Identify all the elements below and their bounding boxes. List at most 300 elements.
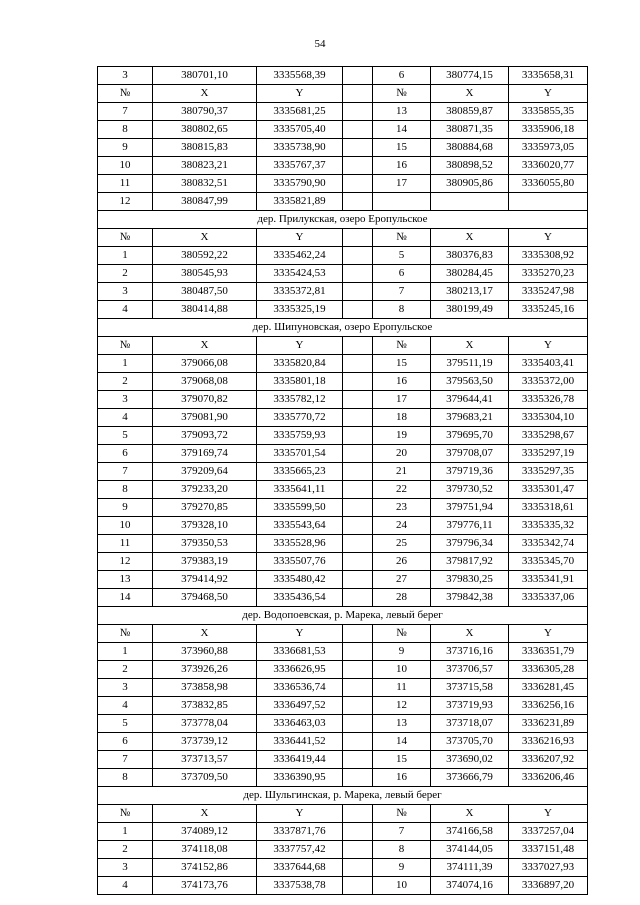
x-coordinate: 379068,08: [153, 373, 257, 391]
y-coordinate: 3335403,41: [509, 355, 588, 373]
header-x: X: [431, 337, 509, 355]
x-coordinate: 380815,83: [153, 139, 257, 157]
separator-cell: [343, 265, 373, 283]
x-coordinate: 373705,70: [431, 733, 509, 751]
separator-cell: [343, 877, 373, 895]
header-y: Y: [509, 805, 588, 823]
y-coordinate: 3335304,10: [509, 409, 588, 427]
y-coordinate: 3336231,89: [509, 715, 588, 733]
y-coordinate: 3336897,20: [509, 877, 588, 895]
point-number: 7: [373, 823, 431, 841]
x-coordinate: 374152,86: [153, 859, 257, 877]
y-coordinate: 3335326,78: [509, 391, 588, 409]
point-number: 9: [98, 139, 153, 157]
y-coordinate: 3337027,93: [509, 859, 588, 877]
x-coordinate: 379093,72: [153, 427, 257, 445]
y-coordinate: 3335308,92: [509, 247, 588, 265]
y-coordinate: 3335738,90: [257, 139, 343, 157]
table-row: [98, 157, 588, 175]
y-coordinate: 3336463,03: [257, 715, 343, 733]
x-coordinate: 380284,45: [431, 265, 509, 283]
point-number: 7: [98, 751, 153, 769]
x-coordinate: 380774,15: [431, 67, 509, 85]
separator-cell: [343, 769, 373, 787]
y-coordinate: 3336536,74: [257, 679, 343, 697]
table-row: [98, 463, 588, 481]
separator-cell: [343, 715, 373, 733]
x-coordinate: 379644,41: [431, 391, 509, 409]
y-coordinate: 3335767,37: [257, 157, 343, 175]
section-title: дер. Водопоевская, р. Марека, левый берег: [98, 607, 588, 625]
point-number: 8: [98, 769, 153, 787]
header-y: Y: [257, 625, 343, 643]
x-coordinate: 379830,25: [431, 571, 509, 589]
separator-cell: [343, 193, 373, 211]
header-x: X: [153, 85, 257, 103]
point-number: 7: [98, 463, 153, 481]
table-row: [98, 247, 588, 265]
header-number: №: [373, 805, 431, 823]
point-number: 8: [373, 301, 431, 319]
point-number: 6: [98, 445, 153, 463]
point-number: 15: [373, 751, 431, 769]
table-row: [98, 373, 588, 391]
x-coordinate: 380213,17: [431, 283, 509, 301]
y-coordinate: 3336207,92: [509, 751, 588, 769]
x-coordinate: 373706,57: [431, 661, 509, 679]
x-coordinate: 379563,50: [431, 373, 509, 391]
x-coordinate: 373832,85: [153, 697, 257, 715]
table-row: [98, 193, 588, 211]
section-title-row: [98, 607, 588, 625]
separator-cell: [343, 517, 373, 535]
table-row: [98, 823, 588, 841]
table-row: [98, 175, 588, 193]
header-y: Y: [509, 337, 588, 355]
y-coordinate: 3336206,46: [509, 769, 588, 787]
y-coordinate: 3335337,06: [509, 589, 588, 607]
y-coordinate: 3335297,35: [509, 463, 588, 481]
table-row: [98, 535, 588, 553]
separator-cell: [343, 481, 373, 499]
table-row: [98, 553, 588, 571]
header-row: [98, 805, 588, 823]
point-number: 13: [98, 571, 153, 589]
x-coordinate: 379383,19: [153, 553, 257, 571]
table-row: [98, 841, 588, 859]
separator-cell: [343, 247, 373, 265]
y-coordinate: 3336020,77: [509, 157, 588, 175]
separator-cell: [343, 373, 373, 391]
point-number: 28: [373, 589, 431, 607]
point-number: [373, 193, 431, 211]
table-row: [98, 679, 588, 697]
x-coordinate: 380905,86: [431, 175, 509, 193]
y-coordinate: 3335543,64: [257, 517, 343, 535]
separator-cell: [343, 139, 373, 157]
x-coordinate: 373719,93: [431, 697, 509, 715]
point-number: 16: [373, 769, 431, 787]
y-coordinate: 3335528,96: [257, 535, 343, 553]
point-number: 16: [373, 157, 431, 175]
point-number: 9: [98, 499, 153, 517]
separator-cell: [343, 751, 373, 769]
header-number: №: [98, 337, 153, 355]
separator-cell: [343, 229, 373, 247]
point-number: 1: [98, 247, 153, 265]
header-y: Y: [509, 85, 588, 103]
point-number: 9: [373, 859, 431, 877]
x-coordinate: 373718,07: [431, 715, 509, 733]
x-coordinate: 374166,58: [431, 823, 509, 841]
y-coordinate: 3336419,44: [257, 751, 343, 769]
header-number: №: [373, 229, 431, 247]
separator-cell: [343, 337, 373, 355]
x-coordinate: 379730,52: [431, 481, 509, 499]
separator-cell: [343, 463, 373, 481]
point-number: 20: [373, 445, 431, 463]
section-title: дер. Прилукская, озеро Еропульское: [98, 211, 588, 229]
x-coordinate: 379796,34: [431, 535, 509, 553]
point-number: 6: [98, 733, 153, 751]
y-coordinate: 3335507,76: [257, 553, 343, 571]
point-number: 6: [373, 67, 431, 85]
x-coordinate: 379414,92: [153, 571, 257, 589]
header-number: №: [373, 625, 431, 643]
header-y: Y: [257, 85, 343, 103]
table-row: [98, 481, 588, 499]
y-coordinate: 3335325,19: [257, 301, 343, 319]
table-row: [98, 769, 588, 787]
table-row: [98, 121, 588, 139]
table-row: [98, 391, 588, 409]
header-y: Y: [509, 625, 588, 643]
y-coordinate: 3337151,48: [509, 841, 588, 859]
x-coordinate: 380487,50: [153, 283, 257, 301]
separator-cell: [343, 643, 373, 661]
point-number: 5: [98, 427, 153, 445]
y-coordinate: 3336305,28: [509, 661, 588, 679]
x-coordinate: 380414,88: [153, 301, 257, 319]
separator-cell: [343, 859, 373, 877]
header-x: X: [153, 229, 257, 247]
y-coordinate: 3335318,61: [509, 499, 588, 517]
x-coordinate: 374111,39: [431, 859, 509, 877]
separator-cell: [343, 535, 373, 553]
point-number: 17: [373, 175, 431, 193]
y-coordinate: 3337871,76: [257, 823, 343, 841]
y-coordinate: 3335701,54: [257, 445, 343, 463]
point-number: 27: [373, 571, 431, 589]
x-coordinate: 380871,35: [431, 121, 509, 139]
point-number: 1: [98, 823, 153, 841]
x-coordinate: 373709,50: [153, 769, 257, 787]
x-coordinate: 379776,11: [431, 517, 509, 535]
point-number: 25: [373, 535, 431, 553]
header-x: X: [153, 625, 257, 643]
section-title: дер. Шульгинская, р. Марека, левый берег: [98, 787, 588, 805]
separator-cell: [343, 841, 373, 859]
x-coordinate: 379708,07: [431, 445, 509, 463]
y-coordinate: 3335820,84: [257, 355, 343, 373]
y-coordinate: 3335345,70: [509, 553, 588, 571]
point-number: 11: [373, 679, 431, 697]
coordinates-table: [97, 66, 588, 895]
table-row: [98, 103, 588, 121]
point-number: 5: [373, 247, 431, 265]
point-number: 13: [373, 103, 431, 121]
point-number: 5: [98, 715, 153, 733]
header-number: №: [98, 805, 153, 823]
separator-cell: [343, 589, 373, 607]
table-row: [98, 355, 588, 373]
y-coordinate: 3336281,45: [509, 679, 588, 697]
x-coordinate: 373713,57: [153, 751, 257, 769]
point-number: 7: [373, 283, 431, 301]
y-coordinate: 3335821,89: [257, 193, 343, 211]
point-number: 4: [98, 697, 153, 715]
header-x: X: [431, 625, 509, 643]
header-number: №: [98, 625, 153, 643]
table-row: [98, 301, 588, 319]
point-number: 17: [373, 391, 431, 409]
x-coordinate: 380802,65: [153, 121, 257, 139]
y-coordinate: 3335372,81: [257, 283, 343, 301]
point-number: 2: [98, 661, 153, 679]
separator-cell: [343, 427, 373, 445]
header-y: Y: [509, 229, 588, 247]
y-coordinate: 3335297,19: [509, 445, 588, 463]
point-number: 7: [98, 103, 153, 121]
x-coordinate: 380701,10: [153, 67, 257, 85]
x-coordinate: 380898,52: [431, 157, 509, 175]
point-number: 11: [98, 535, 153, 553]
y-coordinate: 3337757,42: [257, 841, 343, 859]
x-coordinate: 379328,10: [153, 517, 257, 535]
point-number: 15: [373, 139, 431, 157]
point-number: 14: [373, 733, 431, 751]
x-coordinate: 379233,20: [153, 481, 257, 499]
separator-cell: [343, 733, 373, 751]
y-coordinate: 3335298,67: [509, 427, 588, 445]
y-coordinate: 3337257,04: [509, 823, 588, 841]
y-coordinate: 3336626,95: [257, 661, 343, 679]
x-coordinate: 373715,58: [431, 679, 509, 697]
header-row: [98, 625, 588, 643]
separator-cell: [343, 355, 373, 373]
section-title-row: [98, 211, 588, 229]
point-number: 8: [98, 121, 153, 139]
point-number: 24: [373, 517, 431, 535]
y-coordinate: 3335973,05: [509, 139, 588, 157]
point-number: 1: [98, 355, 153, 373]
y-coordinate: 3335782,12: [257, 391, 343, 409]
header-y: Y: [257, 229, 343, 247]
y-coordinate: 3335759,93: [257, 427, 343, 445]
table-row: [98, 571, 588, 589]
header-row: [98, 229, 588, 247]
table-row: [98, 589, 588, 607]
y-coordinate: 3335641,11: [257, 481, 343, 499]
separator-cell: [343, 697, 373, 715]
x-coordinate: 379070,82: [153, 391, 257, 409]
y-coordinate: 3335270,23: [509, 265, 588, 283]
point-number: 23: [373, 499, 431, 517]
section-title: дер. Шипуновская, озеро Еропульское: [98, 319, 588, 337]
y-coordinate: 3336256,16: [509, 697, 588, 715]
point-number: 2: [98, 841, 153, 859]
y-coordinate: 3335855,35: [509, 103, 588, 121]
table-row: [98, 139, 588, 157]
x-coordinate: 373858,98: [153, 679, 257, 697]
table-row: [98, 643, 588, 661]
point-number: 22: [373, 481, 431, 499]
point-number: 12: [98, 553, 153, 571]
table-row: [98, 877, 588, 895]
point-number: 6: [373, 265, 431, 283]
point-number: 14: [373, 121, 431, 139]
x-coordinate: 380859,87: [431, 103, 509, 121]
x-coordinate: 379751,94: [431, 499, 509, 517]
y-coordinate: 3335436,54: [257, 589, 343, 607]
header-x: X: [431, 85, 509, 103]
point-number: 10: [98, 517, 153, 535]
header-x: X: [153, 805, 257, 823]
separator-cell: [343, 157, 373, 175]
y-coordinate: 3335247,98: [509, 283, 588, 301]
table-row: [98, 751, 588, 769]
separator-cell: [343, 445, 373, 463]
x-coordinate: 380832,51: [153, 175, 257, 193]
separator-cell: [343, 499, 373, 517]
page-number: 54: [314, 38, 326, 50]
point-number: 3: [98, 679, 153, 697]
x-coordinate: 379719,36: [431, 463, 509, 481]
x-coordinate: 380847,99: [153, 193, 257, 211]
separator-cell: [343, 805, 373, 823]
y-coordinate: 3335424,53: [257, 265, 343, 283]
x-coordinate: 373666,79: [431, 769, 509, 787]
point-number: 3: [98, 67, 153, 85]
separator-cell: [343, 571, 373, 589]
point-number: 4: [98, 409, 153, 427]
point-number: 8: [98, 481, 153, 499]
separator-cell: [343, 679, 373, 697]
point-number: 3: [98, 391, 153, 409]
point-number: 10: [98, 157, 153, 175]
point-number: 10: [373, 877, 431, 895]
y-coordinate: 3336055,80: [509, 175, 588, 193]
point-number: 12: [98, 193, 153, 211]
x-coordinate: 373778,04: [153, 715, 257, 733]
separator-cell: [343, 301, 373, 319]
point-number: 3: [98, 283, 153, 301]
separator-cell: [343, 409, 373, 427]
x-coordinate: 379350,53: [153, 535, 257, 553]
point-number: 26: [373, 553, 431, 571]
point-number: 18: [373, 409, 431, 427]
table-row: [98, 283, 588, 301]
x-coordinate: 380790,37: [153, 103, 257, 121]
x-coordinate: 374118,08: [153, 841, 257, 859]
x-coordinate: 379270,85: [153, 499, 257, 517]
separator-cell: [343, 391, 373, 409]
point-number: 15: [373, 355, 431, 373]
point-number: 1: [98, 643, 153, 661]
y-coordinate: 3335665,23: [257, 463, 343, 481]
y-coordinate: 3335770,72: [257, 409, 343, 427]
y-coordinate: 3335480,42: [257, 571, 343, 589]
x-coordinate: 373960,88: [153, 643, 257, 661]
point-number: 4: [98, 877, 153, 895]
table-row: [98, 517, 588, 535]
header-number: №: [373, 85, 431, 103]
y-coordinate: 3335372,00: [509, 373, 588, 391]
y-coordinate: 3336497,52: [257, 697, 343, 715]
point-number: 12: [373, 697, 431, 715]
point-number: 11: [98, 175, 153, 193]
point-number: 2: [98, 265, 153, 283]
y-coordinate: 3335801,18: [257, 373, 343, 391]
x-coordinate: 379511,19: [431, 355, 509, 373]
y-coordinate: 3335906,18: [509, 121, 588, 139]
y-coordinate: 3335301,47: [509, 481, 588, 499]
header-x: X: [431, 229, 509, 247]
header-number: №: [98, 85, 153, 103]
x-coordinate: 373716,16: [431, 643, 509, 661]
x-coordinate: 379842,38: [431, 589, 509, 607]
x-coordinate: 379468,50: [153, 589, 257, 607]
separator-cell: [343, 661, 373, 679]
point-number: 19: [373, 427, 431, 445]
header-x: X: [431, 805, 509, 823]
table-row: [98, 499, 588, 517]
table-row: [98, 427, 588, 445]
x-coordinate: 374074,16: [431, 877, 509, 895]
header-number: №: [373, 337, 431, 355]
table-row: [98, 661, 588, 679]
y-coordinate: 3335245,16: [509, 301, 588, 319]
point-number: 8: [373, 841, 431, 859]
table-row: [98, 265, 588, 283]
point-number: 10: [373, 661, 431, 679]
section-title-row: [98, 319, 588, 337]
x-coordinate: 374089,12: [153, 823, 257, 841]
table-row: [98, 67, 588, 85]
x-coordinate: 379695,70: [431, 427, 509, 445]
x-coordinate: 374144,05: [431, 841, 509, 859]
x-coordinate: 380884,68: [431, 139, 509, 157]
point-number: 3: [98, 859, 153, 877]
table-row: [98, 733, 588, 751]
x-coordinate: 380592,22: [153, 247, 257, 265]
point-number: 2: [98, 373, 153, 391]
x-coordinate: 374173,76: [153, 877, 257, 895]
table-row: [98, 409, 588, 427]
table-row: [98, 715, 588, 733]
x-coordinate: 373739,12: [153, 733, 257, 751]
y-coordinate: 3336390,95: [257, 769, 343, 787]
separator-cell: [343, 283, 373, 301]
header-number: №: [98, 229, 153, 247]
header-y: Y: [257, 337, 343, 355]
separator-cell: [343, 103, 373, 121]
y-coordinate: 3335790,90: [257, 175, 343, 193]
point-number: 21: [373, 463, 431, 481]
y-coordinate: 3336681,53: [257, 643, 343, 661]
y-coordinate: 3335341,91: [509, 571, 588, 589]
table-row: [98, 445, 588, 463]
